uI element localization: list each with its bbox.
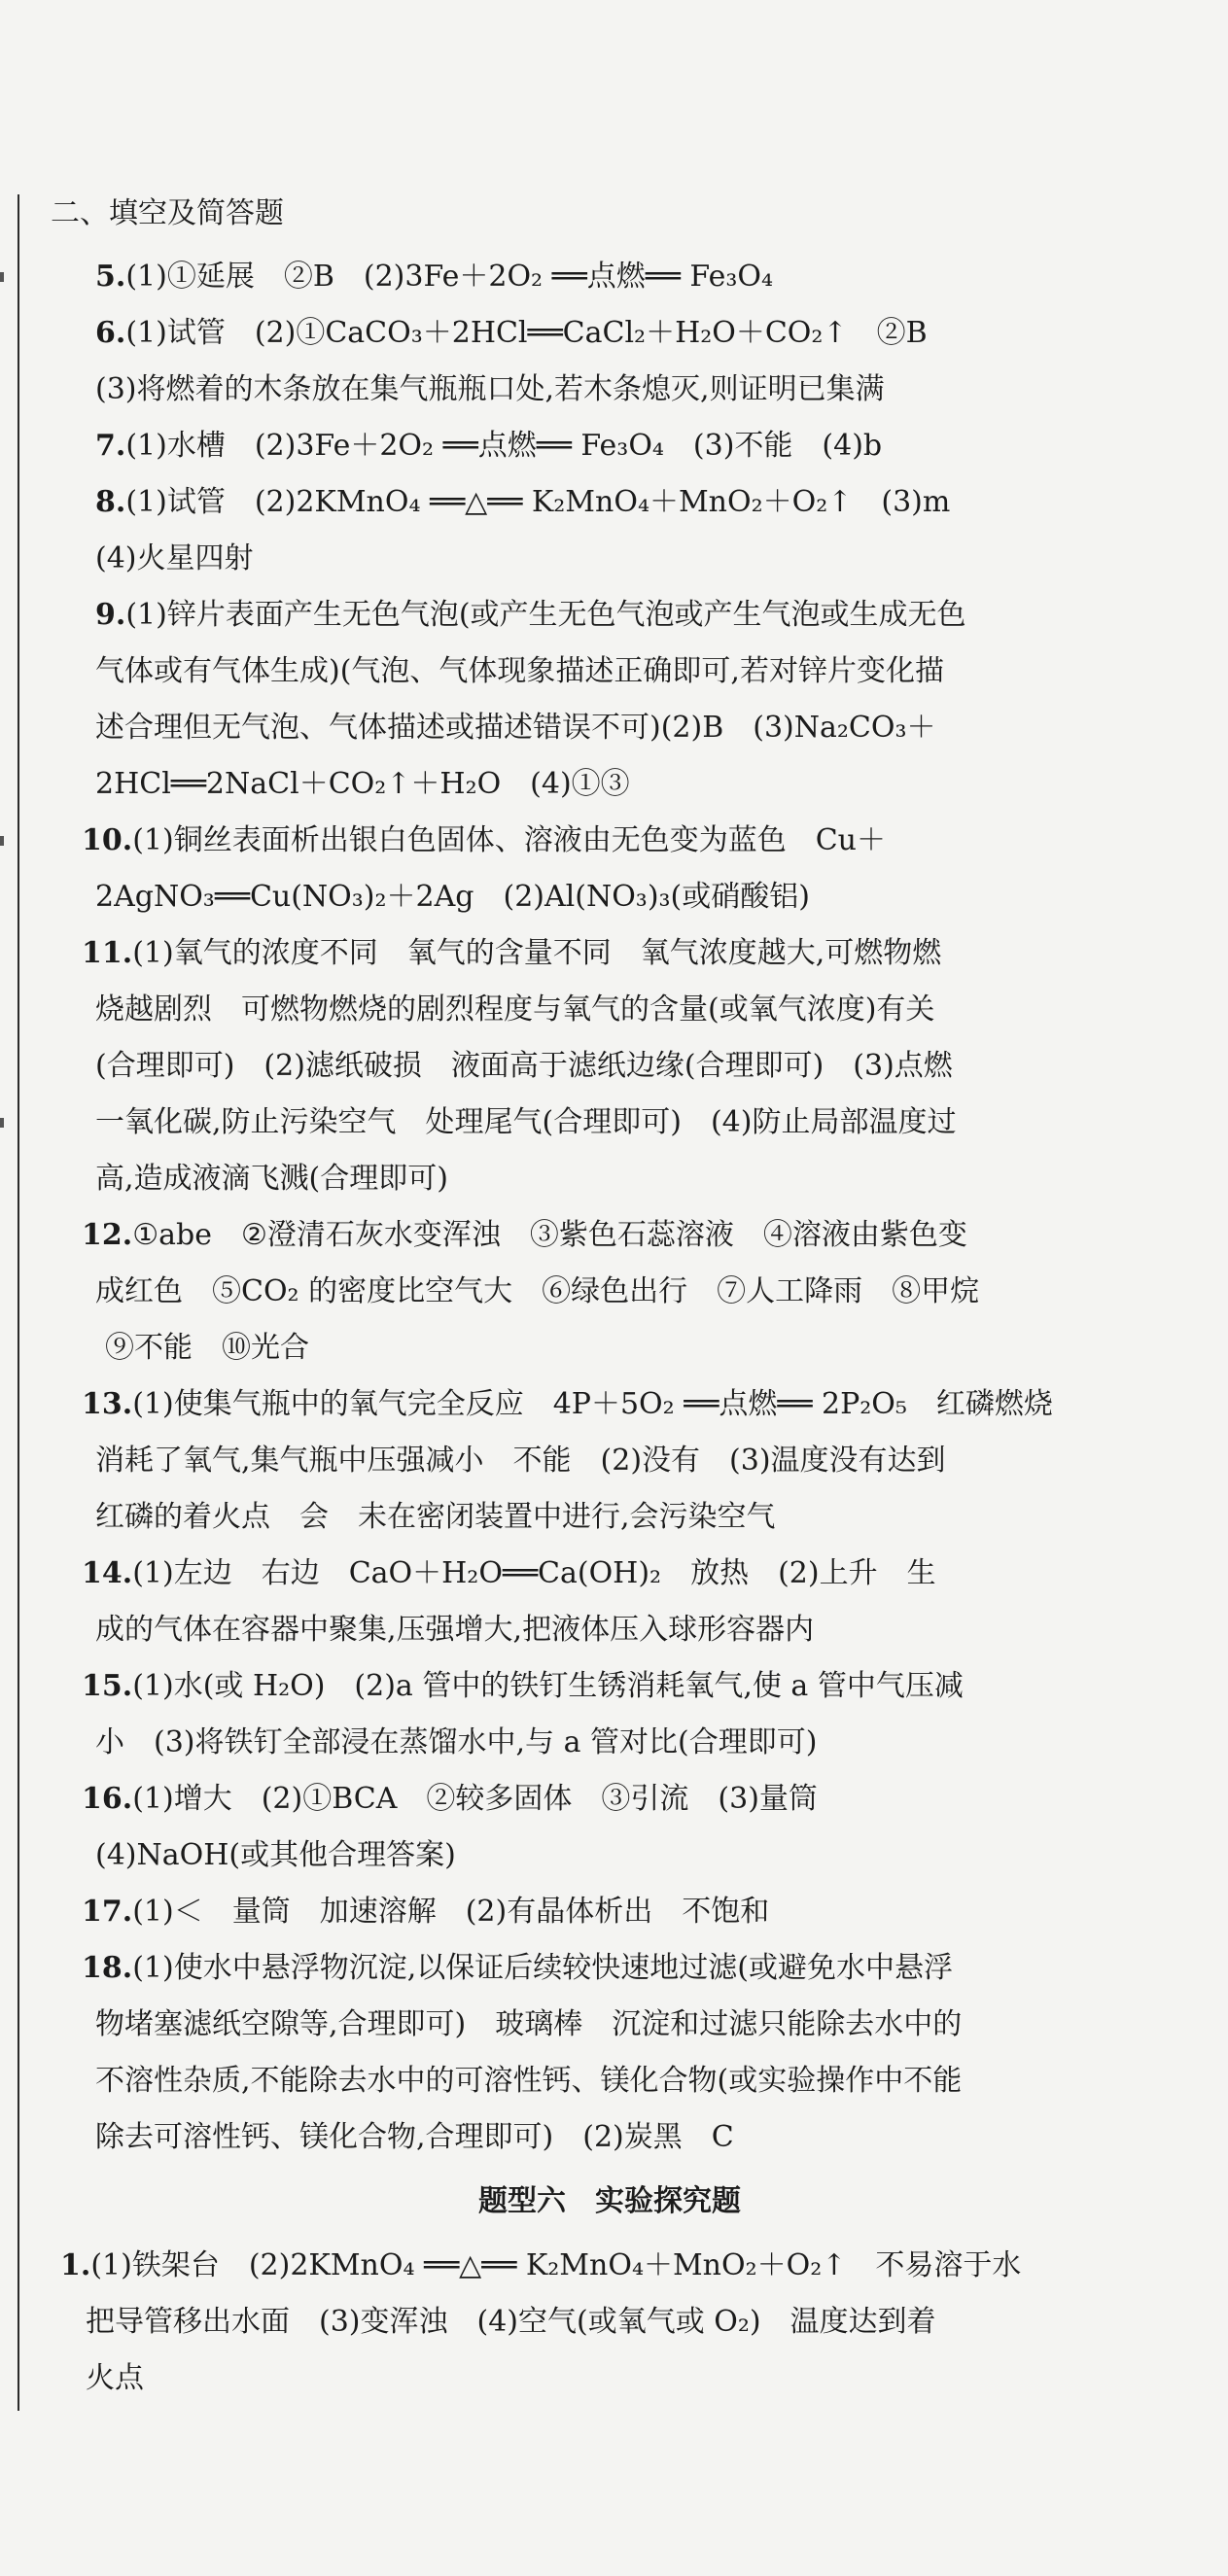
answer-line	[51, 362, 1169, 418]
answer-line	[51, 1658, 1169, 1715]
answer-text: 消耗了氧气,集气瓶中压强减小 不能 (2)没有 (3)温度没有达到	[95, 1444, 946, 1478]
answer-line	[51, 1546, 1169, 1602]
answer-text: 述合理但无气泡、气体描述或描述错误不可)(2)B (3)Na₂CO₃＋	[95, 711, 936, 745]
answer-text: (4)NaOH(或其他合理答案)	[95, 1838, 456, 1872]
answer-text: (1)水槽 (2)3Fe＋2O₂ ══点燃══ Fe₃O₄ (3)不能 (4)b	[125, 429, 883, 463]
answer-line	[51, 1489, 1169, 1546]
answer-line	[51, 1320, 1169, 1376]
answer-line	[51, 2109, 1169, 2166]
answer-line	[51, 1095, 1169, 1151]
answer-text: 成红色 ⑤CO₂ 的密度比空气大 ⑥绿色出行 ⑦人工降雨 ⑧甲烷	[95, 1274, 980, 1308]
left-margin-rule	[18, 194, 19, 2411]
answer-line	[51, 1940, 1169, 1997]
question-number: 13.	[82, 1387, 133, 1421]
question-number: 7.	[95, 429, 126, 463]
answer-text: 一氧化碳,防止污染空气 处理尾气(合理即可) (4)防止局部温度过	[95, 1105, 957, 1139]
answer-text: (1)＜ 量筒 加速溶解 (2)有晶体析出 不饱和	[132, 1895, 770, 1929]
question-number: 9.	[95, 598, 126, 632]
answer-text: (1)试管 (2)①CaCO₃＋2HCl══CaCl₂＋H₂O＋CO₂↑ ②B	[125, 316, 928, 350]
answer-line	[51, 1207, 1169, 1264]
answer-text: 2HCl══2NaCl＋CO₂↑＋H₂O (4)①③	[95, 767, 630, 801]
question-number: 6.	[95, 316, 126, 350]
answer-text: (1)氧气的浓度不同 氧气的含量不同 氧气浓度越大,可燃物燃	[132, 936, 942, 970]
question-number: 8.	[95, 485, 126, 519]
answer-line	[51, 1884, 1169, 1940]
answer-text: 不溶性杂质,不能除去水中的可溶性钙、镁化合物(或实验操作中不能	[95, 2064, 963, 2098]
question-number: 5.	[95, 260, 126, 294]
answer-text: (1)使集气瓶中的氧气完全反应 4P＋5O₂ ══点燃══ 2P₂O₅ 红磷燃烧	[132, 1387, 1053, 1421]
answer-text: 气体或有气体生成)(气泡、气体现象描述正确即可,若对锌片变化描	[95, 654, 944, 688]
answer-text: 除去可溶性钙、镁化合物,合理即可) (2)炭黑 C	[95, 2120, 734, 2154]
answer-text: 成的气体在容器中聚集,压强增大,把液体压入球形容器内	[95, 1613, 815, 1647]
answer-line	[16, 2238, 1169, 2294]
question-number: 16.	[82, 1782, 133, 1816]
question-number: 11.	[82, 936, 133, 970]
answer-text: (合理即可) (2)滤纸破损 液面高于滤纸边缘(合理即可) (3)点燃	[95, 1049, 953, 1083]
answer-line	[51, 1038, 1169, 1095]
answer-line	[51, 587, 1169, 644]
edge-mark	[0, 1118, 4, 1128]
answer-line	[51, 1433, 1169, 1489]
question-number: 15.	[82, 1669, 133, 1703]
answer-block-fill-in	[51, 249, 1169, 2166]
answer-text: ①abe ②澄清石灰水变浑浊 ③紫色石蕊溶液 ④溶液由紫色变	[132, 1218, 967, 1252]
answer-text: 高,造成液滴飞溅(合理即可)	[95, 1162, 448, 1196]
answer-line	[51, 813, 1169, 869]
question-number: 18.	[82, 1951, 133, 1985]
answer-line	[51, 1715, 1169, 1771]
answer-text: 2AgNO₃══Cu(NO₃)₂＋2Ag (2)Al(NO₃)₃(或硝酸铝)	[95, 880, 810, 914]
answer-line	[51, 418, 1169, 474]
question-number: 1.	[60, 2248, 91, 2282]
answer-line	[51, 305, 1169, 362]
answer-line	[51, 756, 1169, 813]
answer-text: (1)增大 (2)①BCA ②较多固体 ③引流 (3)量筒	[132, 1782, 818, 1816]
answer-text: (1)①延展 ②B (2)3Fe＋2O₂ ══点燃══ Fe₃O₄	[125, 260, 773, 294]
answer-text: ⑨不能 ⑩光合	[105, 1331, 309, 1365]
question-number: 17.	[82, 1895, 133, 1929]
answer-text: 小 (3)将铁钉全部浸在蒸馏水中,与 a 管对比(合理即可)	[95, 1725, 818, 1759]
answer-text: 烧越剧烈 可燃物燃烧的剧烈程度与氧气的含量(或氧气浓度)有关	[95, 992, 935, 1027]
answer-text: (1)锌片表面产生无色气泡(或产生无色气泡或产生气泡或生成无色	[125, 598, 966, 632]
question-number: 14.	[82, 1556, 133, 1590]
answer-text: (1)左边 右边 CaO＋H₂O══Ca(OH)₂ 放热 (2)上升 生	[132, 1556, 936, 1590]
answer-text: (1)水(或 H₂O) (2)a 管中的铁钉生锈消耗氧气,使 a 管中气压减	[132, 1669, 964, 1703]
section-title: 二、填空及简答题	[51, 196, 284, 230]
answer-text: 物堵塞滤纸空隙等,合理即可) 玻璃棒 沉淀和过滤只能除去水中的	[95, 2007, 963, 2041]
answer-text: 红磷的着火点 会 未在密闭装置中进行,会污染空气	[95, 1500, 776, 1534]
answer-line	[51, 2350, 1169, 2407]
answer-line	[51, 1151, 1169, 1207]
answer-line	[51, 249, 1169, 305]
answer-line	[51, 1828, 1169, 1884]
answer-line	[51, 982, 1169, 1038]
question-number: 12.	[82, 1218, 133, 1252]
answer-content	[51, 185, 1169, 2407]
answer-line	[51, 869, 1169, 925]
answer-text: (1)铁架台 (2)2KMnO₄ ══△══ K₂MnO₄＋MnO₂＋O₂↑ 不易溶于水	[90, 2248, 1022, 2282]
answer-text: 火点	[86, 2361, 144, 2395]
answer-text: (3)将燃着的木条放在集气瓶瓶口处,若木条熄灭,则证明已集满	[95, 372, 885, 406]
question-number: 10.	[82, 823, 133, 857]
answer-line	[51, 2294, 1169, 2350]
answer-line	[51, 1602, 1169, 1658]
answer-line	[51, 925, 1169, 982]
answer-text: (1)试管 (2)2KMnO₄ ══△══ K₂MnO₄＋MnO₂＋O₂↑ (3)m	[125, 485, 951, 519]
answer-text: (1)使水中悬浮物沉淀,以保证后续较快速地过滤(或避免水中悬浮	[132, 1951, 953, 1985]
answer-line	[51, 531, 1169, 587]
answer-line	[51, 644, 1169, 700]
answer-line	[51, 474, 1169, 531]
answer-line	[51, 2053, 1169, 2109]
answer-line	[51, 1376, 1169, 1433]
answer-line	[51, 1997, 1169, 2053]
answer-line	[51, 700, 1169, 756]
heading-experiment: 题型六 实验探究题	[478, 2184, 741, 2218]
edge-mark	[0, 836, 4, 846]
answer-line	[51, 1264, 1169, 1320]
answer-text: (1)铜丝表面析出银白色固体、溶液由无色变为蓝色 Cu＋	[132, 823, 886, 857]
answer-text: 把导管移出水面 (3)变浑浊 (4)空气(或氧气或 O₂) 温度达到着	[86, 2305, 936, 2339]
edge-mark	[0, 272, 4, 282]
answer-line	[51, 1771, 1169, 1828]
answer-text: (4)火星四射	[95, 541, 254, 575]
answer-block-experiment	[51, 2238, 1169, 2407]
